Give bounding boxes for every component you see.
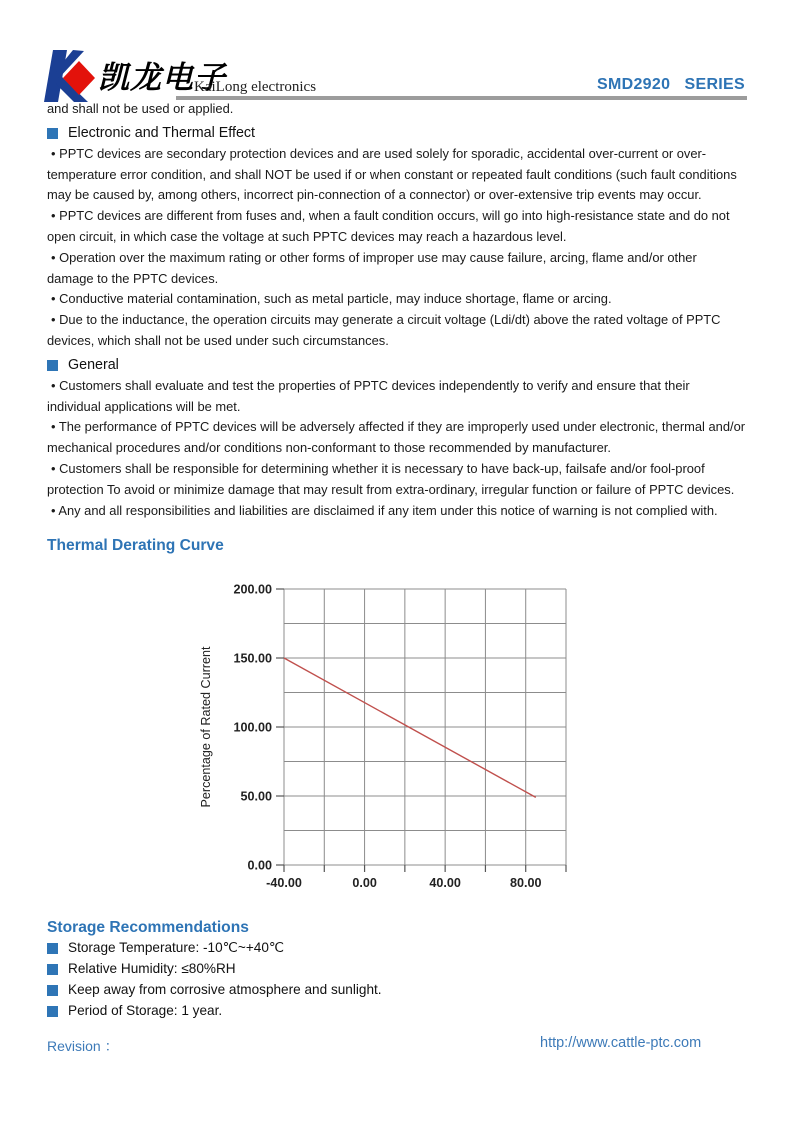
- logo-company-name: KaiLong electronics: [194, 79, 317, 95]
- storage-item-text: Period of Storage: 1 year.: [68, 1003, 223, 1019]
- y-tick-label: 150.00: [233, 651, 272, 666]
- bullet-paragraph: • Operation over the maximum rating or other forms of improper use may cause failure, arcing, flame and/or other damage to the PPTC devices.: [47, 248, 746, 290]
- x-tick-label: -40.00: [266, 876, 302, 891]
- square-bullet-icon: [47, 1006, 58, 1017]
- derating-chart-svg: [189, 578, 609, 913]
- bullet-paragraph: • Any and all responsibilities and liabilities are disclaimed if any item under this notice of warning is not complied with.: [47, 501, 746, 522]
- x-tick-label: 0.00: [352, 876, 377, 891]
- x-tick-label: 40.00: [429, 876, 461, 891]
- bullet-paragraph: • PPTC devices are different from fuses and, when a fault condition occurs, will go into high-resistance state and do not open circuit, in which case the voltage at such PPTC devices may reach a hazardous level.: [47, 206, 746, 248]
- thermal-derating-chart: [189, 578, 609, 913]
- storage-item-text: Relative Humidity: ≤80%RH: [68, 961, 236, 977]
- intro-line: and shall not be used or applied.: [47, 101, 234, 116]
- square-bullet-icon: [47, 943, 58, 954]
- storage-item: [47, 1001, 746, 1022]
- bullet-paragraph: • The performance of PPTC devices will be adversely affected if they are improperly used under electronic, thermal and/or mechanical procedures and/or conditions non-conformant to those recommended by manufacturer.: [47, 417, 746, 459]
- chart-section-title: Thermal Derating Curve: [47, 537, 224, 555]
- storage-section-title: Storage Recommendations: [47, 919, 249, 937]
- square-bullet-icon: [47, 128, 58, 139]
- bullet-paragraph: • Customers shall be responsible for determining whether it is necessary to have back-up, failsafe and/or fool-proof protection To avoid or minimize damage that may result from extra-ordinary, irregular function or failure of PPTC devices.: [47, 459, 746, 501]
- kailong-logo-icon: [44, 50, 96, 102]
- sections: [47, 123, 746, 522]
- storage-item-text: Storage Temperature: -10℃~+40℃: [68, 940, 285, 956]
- storage-item: [47, 959, 746, 980]
- y-tick-label: 200.00: [233, 582, 272, 597]
- y-axis-title: Percentage of Rated Current: [199, 646, 213, 808]
- y-tick-label: 0.00: [247, 858, 272, 873]
- bullet-paragraph: • Conductive material contamination, such as metal particle, may induce shortage, flame or arcing.: [47, 289, 746, 310]
- logo-chinese-text: 凯龙电子: [98, 60, 226, 96]
- square-bullet-icon: [47, 360, 58, 371]
- y-tick-label: 50.00: [240, 789, 272, 804]
- storage-item: [47, 980, 746, 1001]
- storage-items: [47, 938, 746, 1022]
- derating-curve-line: [284, 658, 536, 797]
- section-title: [47, 123, 746, 144]
- series-label: SMD2920 SERIES: [597, 76, 745, 93]
- section-title-text: General: [68, 356, 119, 373]
- storage-item: [47, 938, 746, 959]
- document-content: [47, 99, 746, 1022]
- section-title-text: Electronic and Thermal Effect: [68, 124, 256, 141]
- section-title: [47, 355, 746, 376]
- square-bullet-icon: [47, 985, 58, 996]
- square-bullet-icon: [47, 964, 58, 975]
- y-tick-label: 100.00: [233, 720, 272, 735]
- bullet-paragraph: • PPTC devices are secondary protection devices and are used solely for sporadic, accidental over-current or over-temperature error condition, and shall NOT be used if or when constant or repeated fault conditions (such fault conditions may be caused by, among others, incorrect pin-connection of a connector) or over-extensive trip events may occur.: [47, 144, 746, 206]
- bullet-paragraph: • Customers shall evaluate and test the properties of PPTC devices independently to verify and ensure that their individual applications will be met.: [47, 376, 746, 418]
- bullet-paragraph: • Due to the inductance, the operation circuits may generate a circuit voltage (Ldi/dt) above the rated voltage of PPTC devices, which shall not be used under such circumstances.: [47, 310, 746, 352]
- website-link[interactable]: http://www.cattle-ptc.com: [540, 1035, 702, 1051]
- revision-label: Revision ：: [47, 1038, 119, 1054]
- storage-item-text: Keep away from corrosive atmosphere and sunlight.: [68, 982, 382, 998]
- x-tick-label: 80.00: [509, 876, 542, 891]
